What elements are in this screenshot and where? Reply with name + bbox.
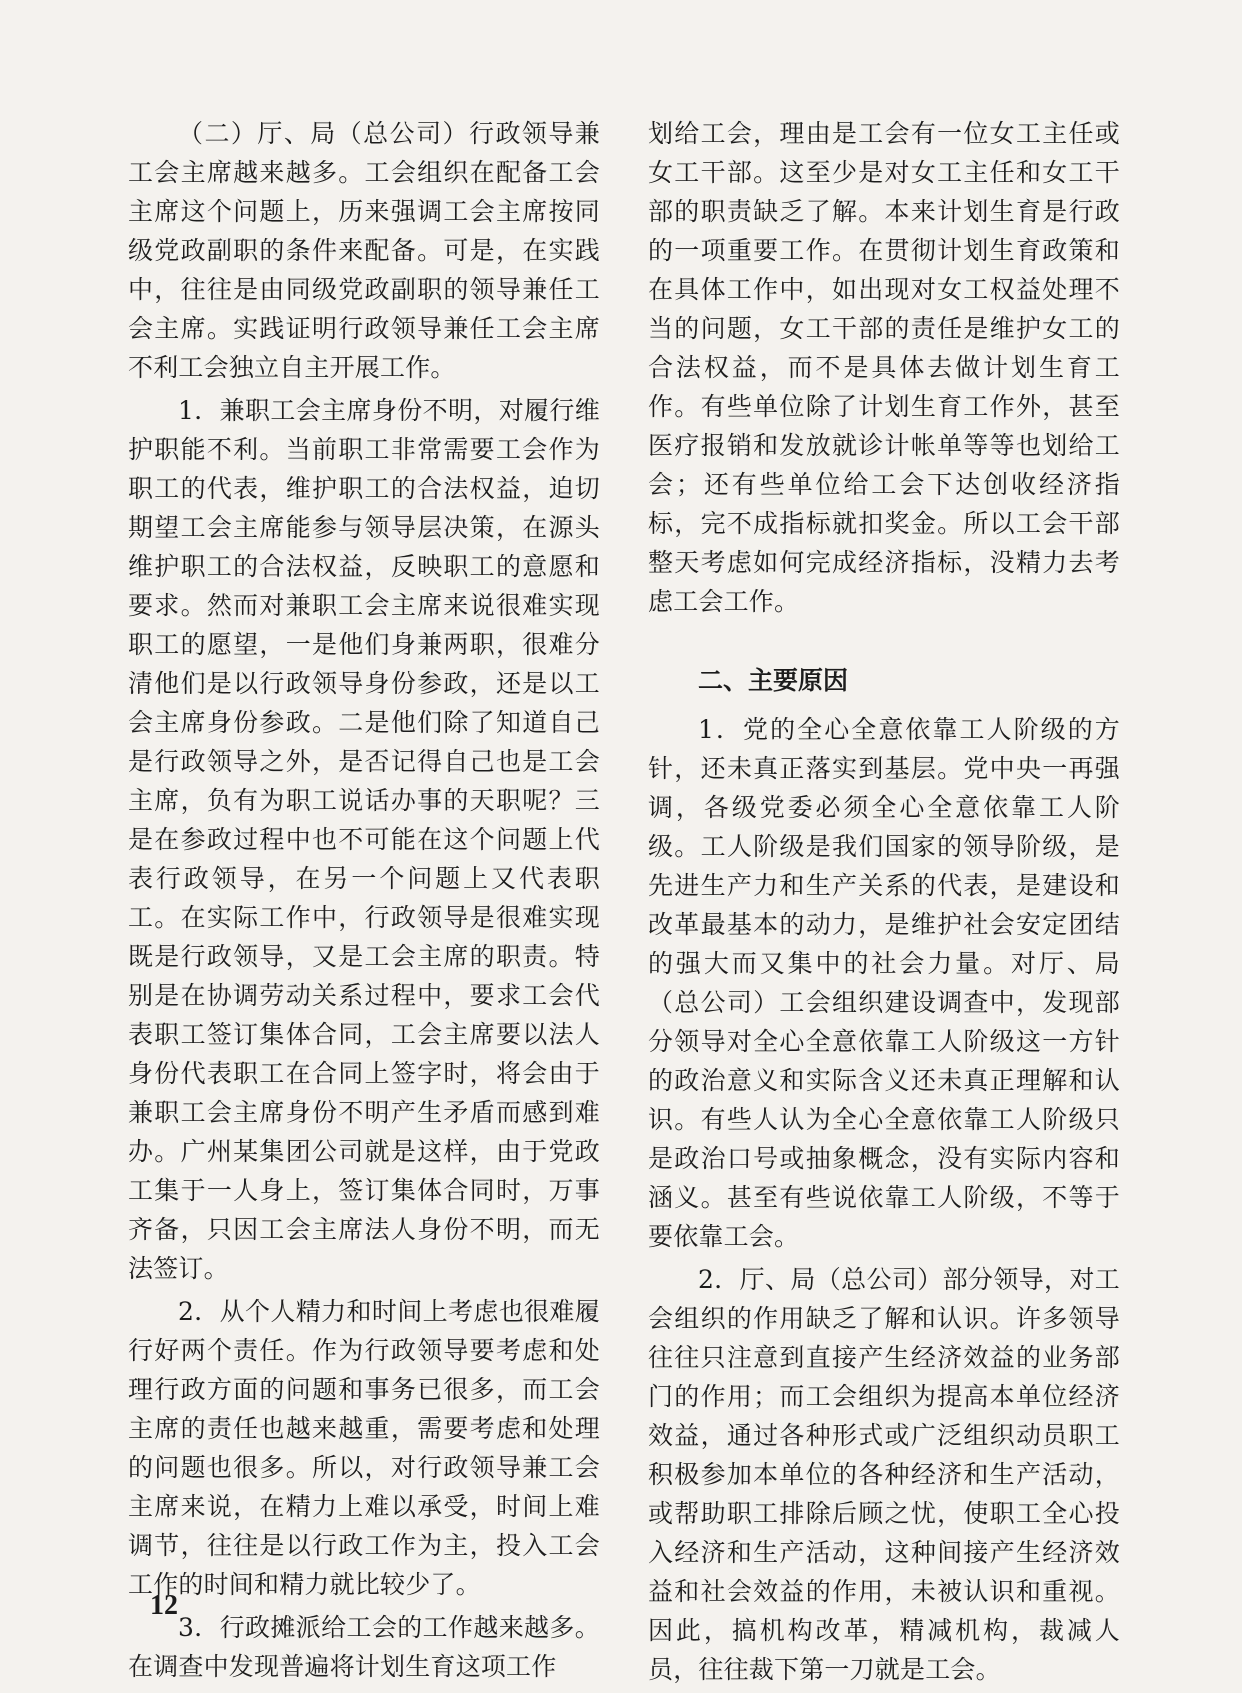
page-number: 12 [150, 1590, 178, 1621]
right-column [648, 114, 1120, 1693]
section-heading: 二、主要原因 [698, 666, 849, 695]
paragraph-point-3: 3．行政摊派给工会的工作越来越多。在调查中发现普遍将计划生育这项工作 [128, 1613, 600, 1681]
paragraph-reason-2: 2．厅、局（总公司）部分领导，对工会组织的作用缺乏了解和认识。许多领导往往只注意到直接产生经济效益的业务部门的作用；而工会组织为提高本单位经济效益，通过各种形式或广泛组织动员职工积极参加本单位的各种经济和生产活动，或帮助职工排除后顾之忧，使职工全心投入经济和生产活动，这种间接产生经济效益和社会效益的作用，未被认识和重视。因此，搞机构改革，精减机构，裁减人员，往往裁下第一刀就是工会。 [648, 1265, 1120, 1684]
paragraph-reason-1: 1．党的全心全意依靠工人阶级的方针，还未真正落实到基层。党中央一再强调，各级党委必须全心全意依靠工人阶级。工人阶级是我们国家的领导阶级，是先进生产力和生产关系的代表，是建设和改革最基本的动力，是维护社会安定团结的强大而又集中的社会力量。对厅、局（总公司）工会组织建设调查中，发现部分领导对全心全意依靠工人阶级这一方针的政治意义和实际含义还未真正理解和认识。有些人认为全心全意依靠工人阶级只是政治口号或抽象概念，没有实际内容和涵义。甚至有些说依靠工人阶级，不等于要依靠工会。 [648, 715, 1120, 1251]
paragraph-intro: （二）厅、局（总公司）行政领导兼工会主席越来越多。工会组织在配备工会主席这个问题上，历来强调工会主席按同级党政副职的条件来配备。可是，在实践中，往往是由同级党政副职的领导兼任工会主席。实践证明行政领导兼任工会主席不利工会独立自主开展工作。 [128, 119, 600, 382]
paragraph-point-2: 2．从个人精力和时间上考虑也很难履行好两个责任。作为行政领导要考虑和处理行政方面的问题和事务已很多，而工会主席的责任也越来越重，需要考虑和处理的问题也很多。所以，对行政领导兼工会主席来说，在精力上难以承受，时间上难调节，往往是以行政工作为主，投入工会工作的时间和精力就比较少了。 [128, 1297, 600, 1599]
paragraph-continuation: 划给工会，理由是工会有一位女工主任或女工干部。这至少是对女工主任和女工干部的职责缺乏了解。本来计划生育是行政的一项重要工作。在贯彻计划生育政策和在具体工作中，如出现对女工权益处理不当的问题，女工干部的责任是维护女工的合法权益，而不是具体去做计划生育工作。有些单位除了计划生育工作外，甚至医疗报销和发放就诊计帐单等等也划给工会；还有些单位给工会下达创收经济指标，完不成指标就扣奖金。所以工会干部整天考虑如何完成经济指标，没精力去考虑工会工作。 [648, 119, 1120, 616]
paragraph-point-1: 1．兼职工会主席身份不明，对履行维护职能不利。当前职工非常需要工会作为职工的代表，维护职工的合法权益，迫切期望工会主席能参与领导层决策，在源头维护职工的合法权益，反映职工的意愿和要求。然而对兼职工会主席来说很难实现职工的愿望，一是他们身兼两职，很难分清他们是以行政领导身份参政，还是以工会主席身份参政。二是他们除了知道自己是行政领导之外，是否记得自己也是工会主席，负有为职工说话办事的天职呢？三是在参政过程中也不可能在这个问题上代表行政领导，在另一个问题上又代表职工。在实际工作中，行政领导是很难实现既是行政领导，又是工会主席的职责。特别是在协调劳动关系过程中，要求工会代表职工签订集体合同，工会主席要以法人身份代表职工在合同上签字时，将会由于兼职工会主席身份不明产生矛盾而感到难办。广州某集团公司就是这样，由于党政工集于一人身上，签订集体合同时，万事齐备，只因工会主席法人身份不明，而无法签订。 [128, 396, 600, 1283]
left-column [128, 114, 600, 1690]
